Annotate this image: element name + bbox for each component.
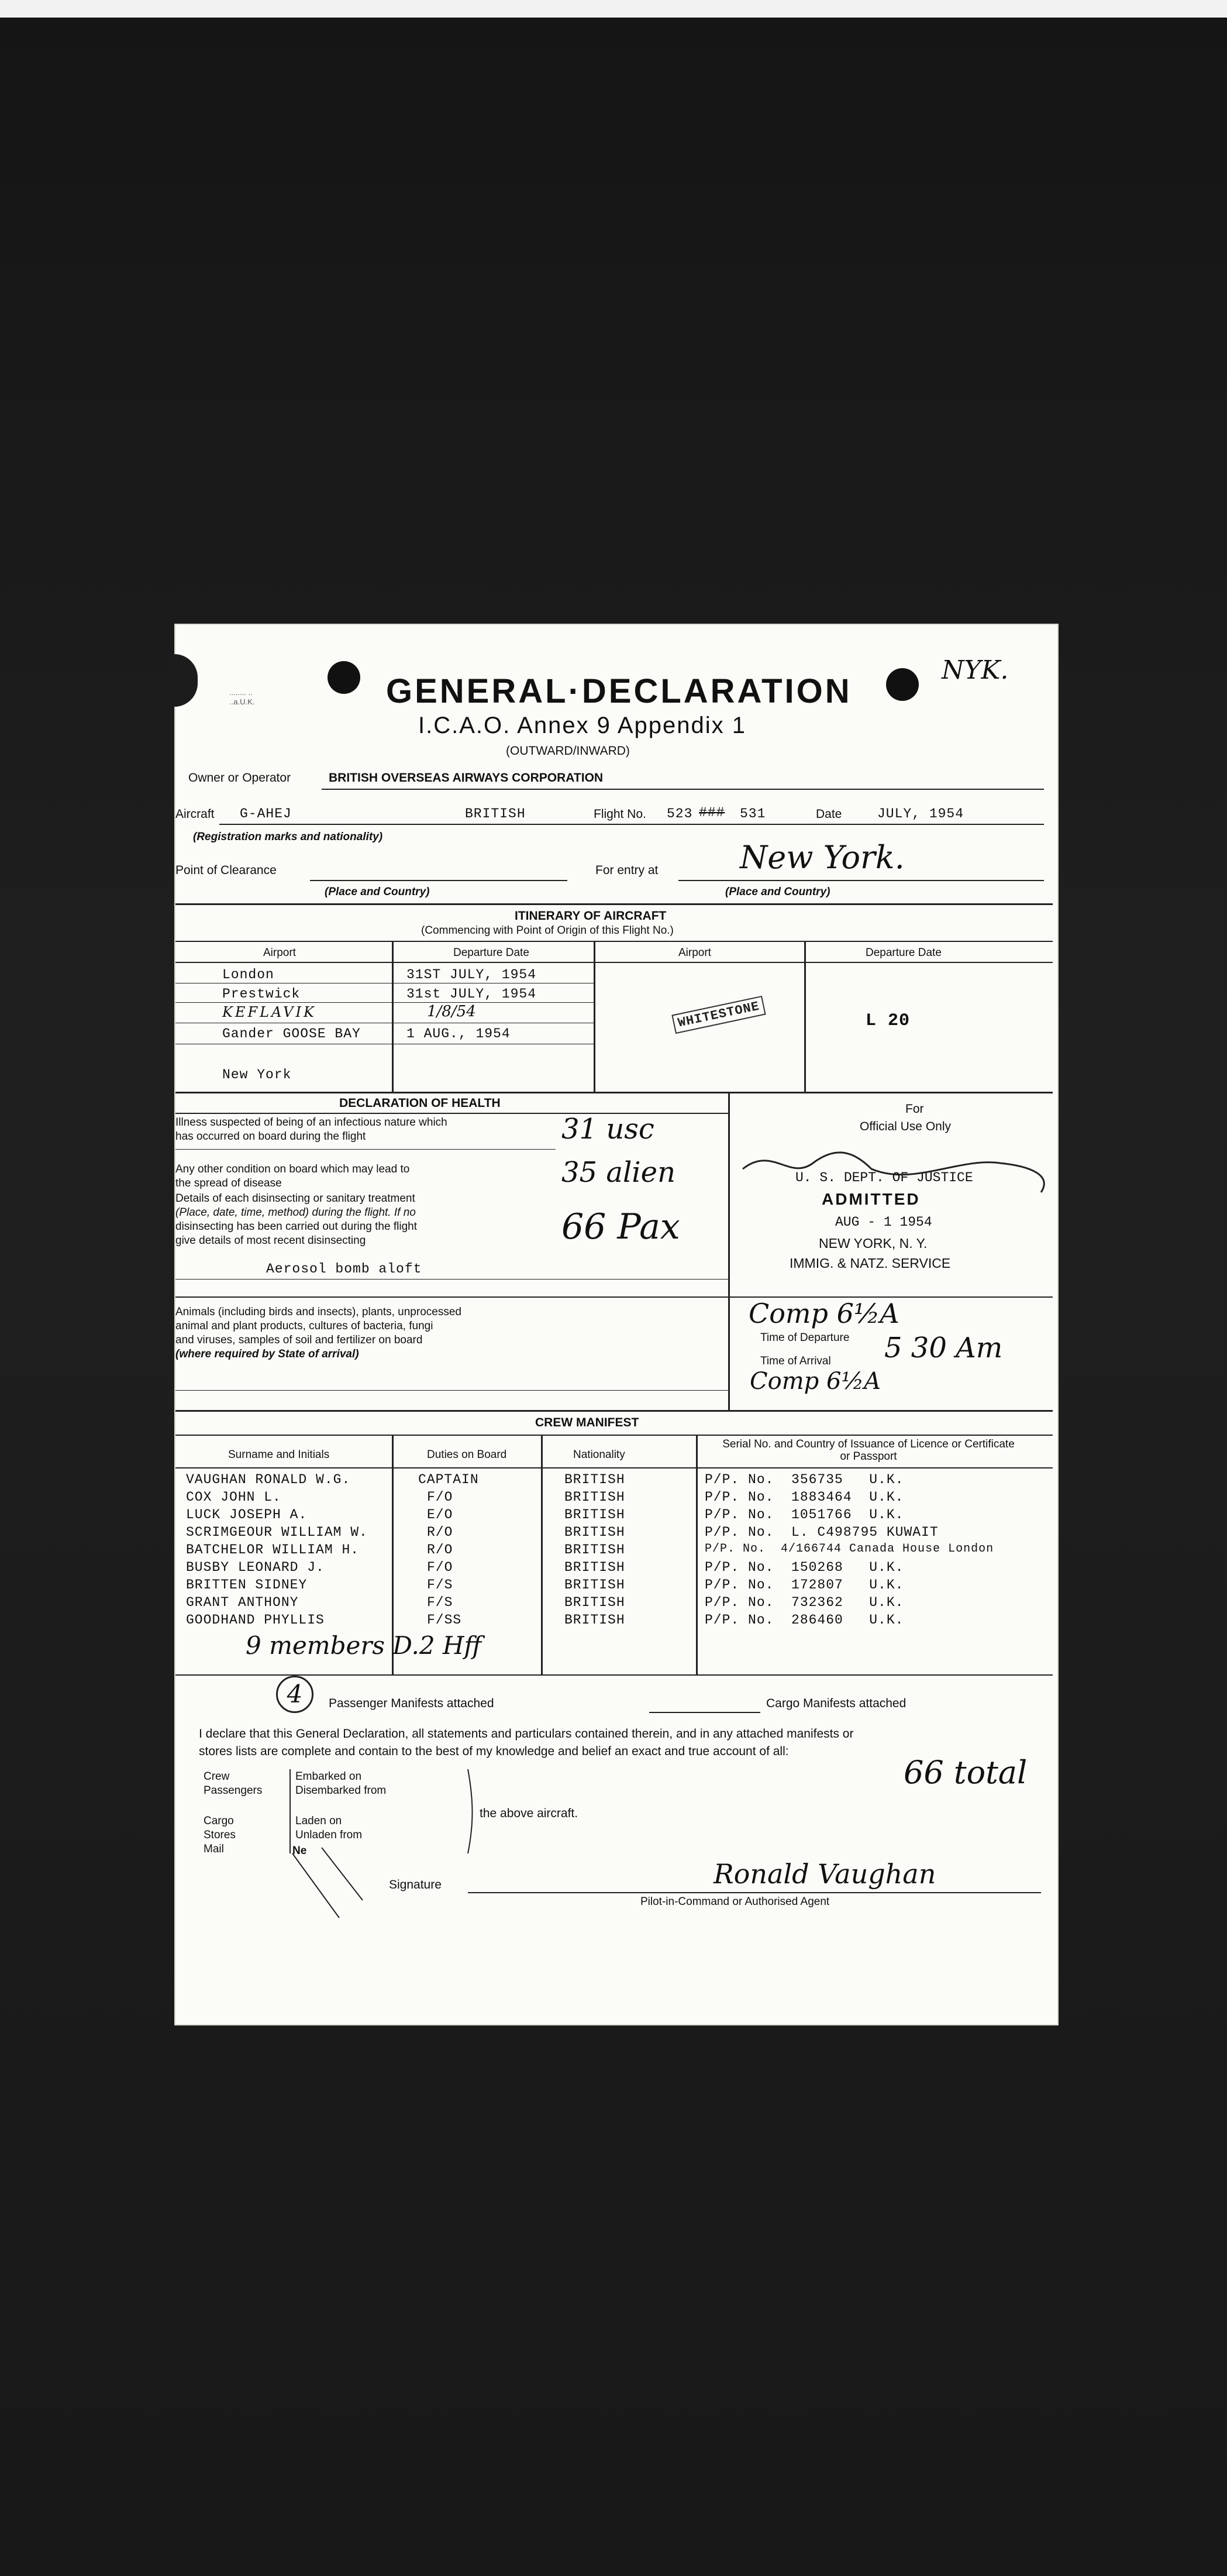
- crew-name: COX JOHN L.: [186, 1490, 281, 1505]
- crew-passport: P/P. No. 172807 U.K.: [705, 1577, 904, 1593]
- punch-hole-left: [328, 661, 360, 694]
- itinerary-stamp: WHITESTONE: [671, 996, 766, 1034]
- date-label: Date: [816, 807, 842, 821]
- itin-date-2: 31st JULY, 1954: [406, 986, 537, 1002]
- health-q4-line3: and viruses, samples of soil and fertilizer on board: [175, 1334, 423, 1346]
- flight-struck: ###: [699, 805, 725, 820]
- stamp-admitted: ADMITTED: [822, 1190, 921, 1208]
- crew-passport: P/P. No. 4/166744 Canada House London: [705, 1542, 994, 1556]
- signature-hint: Pilot-in-Command or Authorised Agent: [640, 1896, 830, 1908]
- health-q1-line2: has occurred on board during the flight: [175, 1130, 366, 1143]
- crew-nationality: BRITISH: [564, 1525, 625, 1540]
- crew-passport: P/P. No. 1051766 U.K.: [705, 1507, 904, 1522]
- cargo-manifests-label: Cargo Manifests attached: [766, 1697, 907, 1710]
- health-q3-line1: Details of each disinsecting or sanitary treatment: [175, 1192, 415, 1205]
- crew-name: GRANT ANTHONY: [186, 1595, 299, 1610]
- health-q2-line2: the spread of disease: [175, 1177, 282, 1189]
- crew-nationality: BRITISH: [564, 1507, 625, 1522]
- clearance-label: Point of Clearance: [175, 864, 277, 877]
- form-title: GENERAL·DECLARATION: [386, 672, 852, 710]
- health-title: DECLARATION OF HEALTH: [339, 1096, 501, 1110]
- arrival-label: Time of Arrival: [760, 1355, 831, 1367]
- decl-embarked: Embarked on: [295, 1770, 362, 1783]
- itin-header-date-1: Departure Date: [453, 947, 529, 959]
- entry-hint: (Place and Country): [725, 886, 830, 898]
- declaration-bracket-lines: [287, 1766, 480, 1941]
- crew-header-name: Surname and Initials: [228, 1449, 330, 1461]
- itinerary-right-value: L 20: [866, 1011, 911, 1031]
- clearance-hint: (Place and Country): [325, 886, 430, 898]
- health-q4-line1: Animals (including birds and insects), plants, unprocessed: [175, 1306, 461, 1318]
- health-q3-line3: disinsecting has been carried out during the flight: [175, 1220, 417, 1233]
- itin-date-3: 1/8/54: [427, 1003, 476, 1020]
- disinsecting-answer: Aerosol bomb aloft: [266, 1261, 422, 1277]
- crew-passport: P/P. No. 356735 U.K.: [705, 1472, 904, 1487]
- crew-duty: CAPTAIN: [418, 1472, 479, 1487]
- corner-handwriting: NYK.: [942, 655, 1009, 685]
- crew-header-nationality: Nationality: [573, 1449, 625, 1461]
- health-q1-line1: Illness suspected of being of an infectious nature which: [175, 1116, 447, 1129]
- crew-duty: F/S: [427, 1577, 453, 1593]
- itin-header-airport-2: Airport: [678, 947, 711, 959]
- health-q2-line1: Any other condition on board which may lead to: [175, 1163, 410, 1175]
- flight-value-2: 531: [740, 806, 766, 821]
- signature-value: Ronald Vaughan: [714, 1858, 936, 1890]
- crew-name: BRITTEN SIDNEY: [186, 1577, 308, 1593]
- crew-nationality: BRITISH: [564, 1472, 625, 1487]
- official-scribble: [737, 1140, 1064, 1204]
- declaration-text-2: stores lists are complete and contain to the best of my knowledge and belief an exact and true account of all:: [199, 1745, 789, 1758]
- decl-crew: Crew: [204, 1770, 230, 1783]
- itin-date-1: 31ST JULY, 1954: [406, 967, 537, 982]
- form-subtitle: I.C.A.O. Annex 9 Appendix 1: [418, 713, 746, 738]
- decl-stores: Stores: [204, 1829, 236, 1841]
- health-q3-line4: give details of most recent disinsecting: [175, 1234, 366, 1247]
- itinerary-title: ITINERARY OF AIRCRAFT: [515, 909, 667, 923]
- corner-stamp: ........ .. ..a.U.K.: [229, 688, 255, 706]
- itin-header-airport-1: Airport: [263, 947, 296, 959]
- health-q4-line2: animal and plant products, cultures of bacteria, fungi: [175, 1320, 433, 1332]
- entry-label: For entry at: [595, 864, 659, 877]
- flight-label: Flight No.: [594, 807, 646, 821]
- torn-notch: [172, 654, 198, 707]
- declaration-text-1: I declare that this General Declaration, all statements and particulars contained therein, and in any attached manifests or: [199, 1727, 854, 1741]
- itin-airport-3: KEFLAVIK: [222, 1004, 316, 1020]
- decl-aircraft-text: the above aircraft.: [480, 1807, 578, 1820]
- crew-name: GOODHAND PHYLLIS: [186, 1612, 325, 1628]
- official-comp: Comp 6½A: [749, 1298, 899, 1329]
- decl-laden: Laden on: [295, 1815, 342, 1827]
- crew-nationality: BRITISH: [564, 1577, 625, 1593]
- direction-label: (OUTWARD/INWARD): [506, 744, 630, 758]
- operator-label: Owner or Operator: [188, 771, 291, 785]
- decl-ne: Ne: [292, 1845, 307, 1857]
- itin-airport-2: Prestwick: [222, 986, 301, 1002]
- crew-nationality: BRITISH: [564, 1490, 625, 1505]
- itinerary-subtitle: (Commencing with Point of Origin of this Flight No.): [421, 924, 674, 937]
- crew-name: VAUGHAN RONALD W.G.: [186, 1472, 351, 1487]
- stamp-date: AUG - 1 1954: [835, 1215, 932, 1230]
- official-for: For: [905, 1102, 924, 1116]
- crew-name: BUSBY LEONARD J.: [186, 1560, 325, 1575]
- crew-nationality: BRITISH: [564, 1560, 625, 1575]
- itin-airport-5: New York: [222, 1067, 292, 1082]
- crew-duty: R/O: [427, 1542, 453, 1557]
- scan-top-strip: [0, 0, 1227, 18]
- aircraft-registration: G-AHEJ: [240, 806, 292, 821]
- health-hand-3: 66 Pax: [561, 1206, 680, 1247]
- itin-header-date-2: Departure Date: [866, 947, 942, 959]
- crew-nationality: BRITISH: [564, 1595, 625, 1610]
- crew-duty: F/S: [427, 1595, 453, 1610]
- departure-label: Time of Departure: [760, 1332, 850, 1344]
- crew-duty: F/O: [427, 1490, 453, 1505]
- health-q4-line4: (where required by State of arrival): [175, 1348, 359, 1360]
- crew-name: SCRIMGEOUR WILLIAM W.: [186, 1525, 368, 1540]
- registration-hint: (Registration marks and nationality): [193, 831, 383, 843]
- itin-date-4: 1 AUG., 1954: [406, 1026, 511, 1041]
- official-use-only: Official Use Only: [860, 1120, 951, 1133]
- crew-duty: E/O: [427, 1507, 453, 1522]
- crew-passport: P/P. No. 732362 U.K.: [705, 1595, 904, 1610]
- crew-passport: P/P. No. 1883464 U.K.: [705, 1490, 904, 1505]
- crew-nationality: BRITISH: [564, 1612, 625, 1628]
- flight-value: 523: [667, 806, 693, 821]
- stamp-service: IMMIG. & NATZ. SERVICE: [790, 1256, 951, 1271]
- aircraft-nationality: BRITISH: [465, 806, 526, 821]
- crew-name: LUCK JOSEPH A.: [186, 1507, 308, 1522]
- stamp-city: NEW YORK, N. Y.: [819, 1236, 928, 1251]
- passenger-manifests-label: Passenger Manifests attached: [329, 1697, 494, 1710]
- decl-mail: Mail: [204, 1843, 224, 1855]
- passenger-manifest-count: 4: [276, 1676, 313, 1713]
- crew-passport: P/P. No. 150268 U.K.: [705, 1560, 904, 1575]
- operator-value: BRITISH OVERSEAS AIRWAYS CORPORATION: [329, 771, 604, 785]
- crew-hand-note: 9 members D.2 Hff: [246, 1631, 482, 1660]
- crew-header-duties: Duties on Board: [427, 1449, 507, 1461]
- stamp-dept: U. S. DEPT. OF JUSTICE: [795, 1170, 973, 1185]
- crew-duty: R/O: [427, 1525, 453, 1540]
- crew-nationality: BRITISH: [564, 1542, 625, 1557]
- arrival-value: 5 30 Am: [884, 1332, 1003, 1364]
- decl-disembarked: Disembarked from: [295, 1784, 387, 1797]
- crew-passport: P/P. No. 286460 U.K.: [705, 1612, 904, 1628]
- signature-label: Signature: [389, 1878, 442, 1891]
- decl-cargo: Cargo: [204, 1815, 234, 1827]
- crew-duty: F/O: [427, 1560, 453, 1575]
- entry-value: New York.: [740, 839, 905, 876]
- date-value: JULY, 1954: [877, 806, 964, 821]
- decl-passengers: Passengers: [204, 1784, 263, 1797]
- official-comp-2: Comp 6½A: [750, 1368, 881, 1395]
- crew-name: BATCHELOR WILLIAM H.: [186, 1542, 360, 1557]
- itin-airport-4: Gander GOOSE BAY: [222, 1026, 361, 1041]
- itin-airport-1: London: [222, 967, 274, 982]
- crew-duty: F/SS: [427, 1612, 462, 1628]
- crew-passport: P/P. No. L. C498795 KUWAIT: [705, 1525, 939, 1540]
- crew-header-serial: Serial No. and Country of Issuance of Licence or Certificate or Passport: [722, 1438, 1015, 1463]
- aircraft-label: Aircraft: [175, 807, 215, 821]
- punch-hole-right: [886, 668, 919, 701]
- health-q3-line2: (Place, date, time, method) during the flight. If no: [175, 1206, 416, 1219]
- general-declaration-form: [175, 625, 1057, 2024]
- crew-title: CREW MANIFEST: [535, 1416, 639, 1429]
- decl-unladen: Unladen from: [295, 1829, 363, 1841]
- health-hand-1: 31 usc: [561, 1113, 654, 1146]
- declaration-total: 66 total: [904, 1754, 1028, 1791]
- health-hand-2: 35 alien: [561, 1156, 675, 1189]
